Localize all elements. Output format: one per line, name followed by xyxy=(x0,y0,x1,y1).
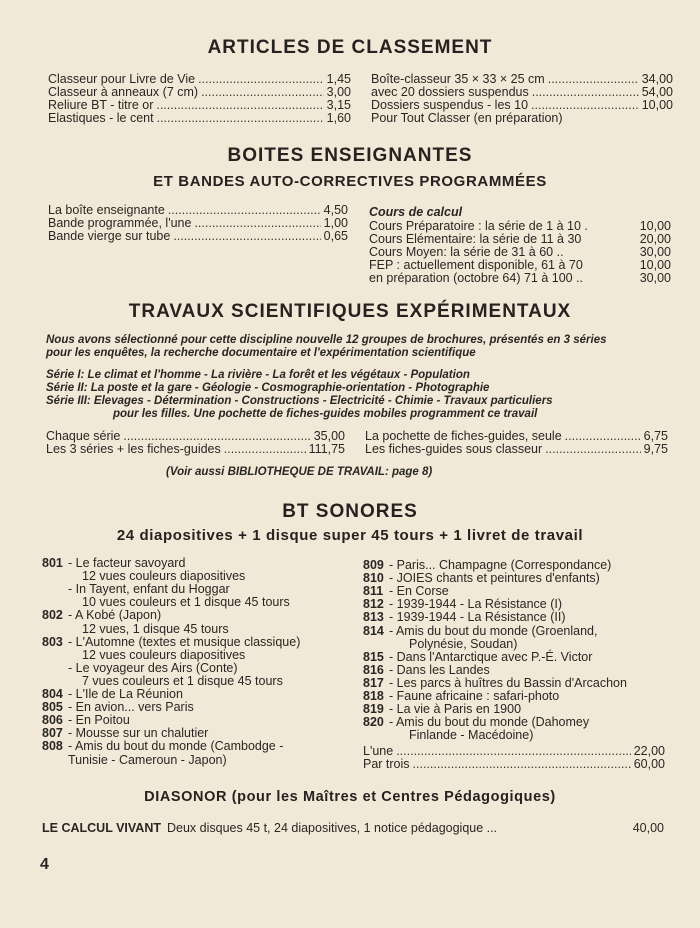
diasonor-title: DIASONOR (pour les Maîtres et Centres Pédagogiques) xyxy=(144,789,556,805)
bt-list-item xyxy=(363,638,517,651)
serie-line: Série III: Elevages - Détermination - Constructions - Electricité - Chimie - Travaux particuliers xyxy=(46,395,553,407)
price-row: Cours Moyen: la série de 31 à 60 .. 30,00 xyxy=(369,245,671,259)
bt-item-number: 808 xyxy=(42,739,63,754)
bt-item-text: - La vie à Paris en 1900 xyxy=(389,702,522,717)
bt-list-item xyxy=(42,623,229,636)
price-row: Boîte-classeur 35 × 33 × 25 cm ..... 34,00 xyxy=(371,73,673,86)
bt-list-item xyxy=(363,559,611,572)
price-row: Par trois ..... 60,00 xyxy=(363,758,665,771)
bt-item-text: 7 vues couleurs et 1 disque 45 tours xyxy=(82,673,283,688)
bt-item-text: - Amis du bout du monde (Groenland, xyxy=(389,623,598,638)
bt-item-text: 12 vues, 1 disque 45 tours xyxy=(82,621,229,636)
bt-item-text: - 1939-1944 - La Résistance (I) xyxy=(389,597,563,612)
page-number: 4 xyxy=(40,856,49,873)
cours-heading: Cours de calcul xyxy=(369,205,463,219)
bt-list-item xyxy=(363,716,589,729)
articles-title: ARTICLES DE CLASSEMENT xyxy=(207,37,493,58)
bt-item-text: - Dans l'Antarctique avec P.-É. Victor xyxy=(389,649,593,664)
bt-item-number: 815 xyxy=(363,649,384,664)
bt-item-text: 12 vues couleurs diapositives xyxy=(82,647,246,662)
bt-item-text: - En Poitou xyxy=(68,713,130,728)
price-row: Les fiches-guides sous classeur ..... 9,75 xyxy=(365,443,668,456)
bt-item-number: 803 xyxy=(42,634,63,649)
bt-list-item xyxy=(42,557,185,570)
bt-item-number: 819 xyxy=(363,702,384,717)
bt-item-number: 801 xyxy=(42,556,63,570)
bt-item-number: 816 xyxy=(363,662,384,677)
price-row: La pochette de fiches-guides, seule ..... 6,75 xyxy=(365,430,668,443)
bt-item-text: 10 vues couleurs et 1 disque 45 tours xyxy=(82,595,290,610)
bt-item-text: - In Tayent, enfant du Hoggar xyxy=(68,582,230,597)
bt-item-number: 802 xyxy=(42,608,63,623)
price-row: L'une ..... 22,00 xyxy=(363,745,665,758)
price-row: avec 20 dossiers suspendus ..... 54,00 xyxy=(371,86,673,99)
calcul-vivant-row: LE CALCUL VIVANT Deux disques 45 t, 24 diapositives, 1 notice pédagogique ... 40,00 xyxy=(42,821,664,835)
bt-list-item xyxy=(363,625,597,638)
price-row: Chaque série ..... 35,00 xyxy=(46,430,345,443)
bt-item-text: - Mousse sur un chalutier xyxy=(68,726,209,741)
bt-item-text: - Amis du bout du monde (Dahomey xyxy=(389,715,590,730)
price-row: Bande vierge sur tube ..... 0,65 xyxy=(48,230,348,243)
bt-list-item xyxy=(42,649,245,662)
bt-item-text: - 1939-1944 - La Résistance (II) xyxy=(389,610,566,625)
price-row: Les 3 séries + les fiches-guides ..... 111,75 xyxy=(46,443,345,456)
price-row: FEP : actuellement disponible, 61 à 70 10,00 xyxy=(369,258,671,272)
travaux-intro: pour les enquêtes, la recherche documentaire et l'expérimentation scientifique xyxy=(46,347,476,359)
price-row: Cours Préparatoire : la série de 1 à 10 . 10,00 xyxy=(369,219,671,233)
bt-list-item xyxy=(42,754,227,767)
price-row: Dossiers suspendus - les 10 ..... 10,00 xyxy=(371,99,673,112)
bt-item-text: - A Kobé (Japon) xyxy=(68,608,162,623)
bt-item-text: - JOIES chants et peintures d'enfants) xyxy=(389,571,600,586)
bt-item-number: 817 xyxy=(363,675,384,690)
price-row: Cours Elémentaire: la série de 11 à 30 20,00 xyxy=(369,232,671,246)
bt-list-item xyxy=(363,611,565,624)
bt-item-number: 820 xyxy=(363,715,384,730)
bt-list-item xyxy=(363,664,490,677)
bt-list-item xyxy=(363,585,449,598)
travaux-intro: Nous avons sélectionné pour cette discipline nouvelle 12 groupes de brochures, présentés en 3 séries xyxy=(46,334,607,346)
bt-title: BT SONORES xyxy=(282,501,418,522)
bt-list-item xyxy=(42,609,161,622)
bt-item-number: 810 xyxy=(363,571,384,586)
bt-list-item xyxy=(363,598,562,611)
bt-item-number: 812 xyxy=(363,597,384,612)
bt-item-text: - Amis du bout du monde (Cambodge - xyxy=(68,739,284,754)
bt-item-text: - Paris... Champagne (Correspondance) xyxy=(389,558,612,572)
bt-list-item xyxy=(363,572,600,585)
bt-item-text: - Les parcs à huîtres du Bassin d'Arcachon xyxy=(389,675,627,690)
bt-item-number: 805 xyxy=(42,700,63,715)
bt-item-number: 813 xyxy=(363,610,384,625)
bt-list-item xyxy=(363,690,559,703)
bt-item-number: 818 xyxy=(363,689,384,703)
serie-line: Série II: La poste et la gare - Géologie - Cosmographie-orientation - Photographie xyxy=(46,382,490,394)
price-row: Classeur à anneaux (7 cm) ..... 3,00 xyxy=(48,86,351,99)
bt-item-text: - L'Automne (textes et musique classique) xyxy=(68,634,301,649)
price-row: Bande programmée, l'une ..... 1,00 xyxy=(48,217,348,230)
bt-list-item xyxy=(42,583,230,596)
bt-item-text: - Le facteur savoyard xyxy=(68,556,186,570)
bt-list-item xyxy=(363,651,592,664)
bt-item-text: Finlande - Macédoine) xyxy=(409,728,534,743)
bt-item-number: 804 xyxy=(42,687,63,701)
bt-list-item xyxy=(42,727,208,740)
serie-line: pour les filles. Une pochette de fiches-guides mobiles programment ce travail xyxy=(113,408,538,420)
bt-list-item xyxy=(42,675,283,688)
bt-item-number: 806 xyxy=(42,713,63,728)
bt-item-text: Tunisie - Cameroun - Japon) xyxy=(68,752,227,767)
bt-item-text: - En Corse xyxy=(389,584,449,599)
serie-line: Série I: Le climat et l'homme - La rivière - La forêt et les végétaux - Population xyxy=(46,369,470,381)
bt-item-text: - En avion... vers Paris xyxy=(68,700,194,715)
bt-list-item xyxy=(42,740,283,753)
bt-item-text: - Le voyageur des Airs (Conte) xyxy=(68,660,238,675)
price-row: Classeur pour Livre de Vie ..... 1,45 xyxy=(48,73,351,86)
bt-list-item xyxy=(363,729,533,742)
travaux-title: TRAVAUX SCIENTIFIQUES EXPÉRIMENTAUX xyxy=(128,301,572,322)
articles-note: Pour Tout Classer (en préparation) xyxy=(371,111,563,125)
bt-item-text: 12 vues couleurs diapositives xyxy=(82,569,246,584)
voir-aussi-note: (Voir aussi BIBLIOTHEQUE DE TRAVAIL: page 8) xyxy=(166,466,433,478)
bt-list-item xyxy=(363,703,521,716)
bt-list-item xyxy=(42,701,194,714)
bt-list-item xyxy=(42,714,130,727)
boites-subtitle: ET BANDES AUTO-CORRECTIVES PROGRAMMÉES xyxy=(153,173,547,190)
bt-subtitle: 24 diapositives + 1 disque super 45 tours + 1 livret de travail xyxy=(116,527,584,544)
bt-item-number: 814 xyxy=(363,623,384,638)
bt-list-item xyxy=(42,662,238,675)
bt-list-item xyxy=(42,570,245,583)
bt-item-number: 809 xyxy=(363,558,384,572)
price-row: Reliure BT - titre or ..... 3,15 xyxy=(48,99,351,112)
bt-item-text: - Faune africaine : safari-photo xyxy=(389,689,560,703)
price-row: en préparation (octobre 64) 71 à 100 .. 30,00 xyxy=(369,271,671,285)
price-row: Elastiques - le cent ..... 1,60 xyxy=(48,112,351,125)
bt-list-item xyxy=(42,636,300,649)
bt-item-text: - L'Ile de La Réunion xyxy=(68,687,183,701)
price-row: La boîte enseignante ..... 4,50 xyxy=(48,204,348,217)
bt-item-text: Polynésie, Soudan) xyxy=(409,636,518,651)
bt-list-item xyxy=(363,677,627,690)
bt-item-number: 811 xyxy=(363,584,384,599)
bt-list-item xyxy=(42,596,290,609)
bt-item-text: - Dans les Landes xyxy=(389,662,490,677)
boites-title: BOITES ENSEIGNANTES xyxy=(227,145,473,166)
bt-item-number: 807 xyxy=(42,726,63,741)
bt-list-item xyxy=(42,688,183,701)
